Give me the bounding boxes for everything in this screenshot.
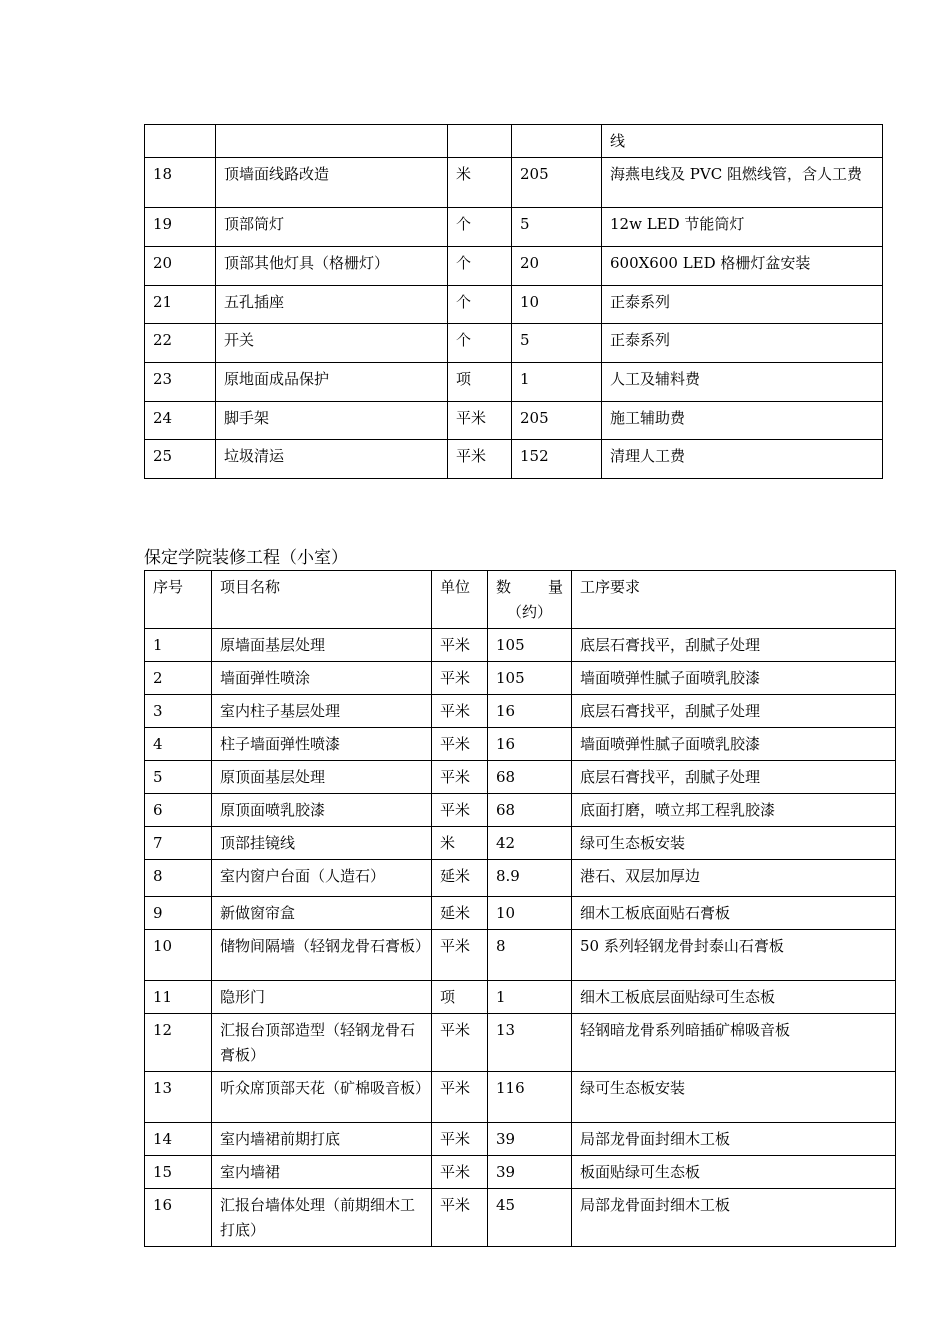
cell-quantity: 42 xyxy=(488,827,572,860)
cell-no: 2 xyxy=(145,662,212,695)
cell-quantity: 152 xyxy=(512,440,602,479)
cell-item-name: 室内墙裙前期打底 xyxy=(212,1123,432,1156)
cell-requirement: 底面打磨，喷立邦工程乳胶漆 xyxy=(572,794,896,827)
cell-quantity: 116 xyxy=(488,1072,572,1123)
cell-item-name: 原地面成品保护 xyxy=(216,363,448,402)
table-row xyxy=(145,827,896,860)
table-row xyxy=(145,440,883,479)
cell-requirement: 底层石膏找平，刮腻子处理 xyxy=(572,629,896,662)
cell-unit: 平米 xyxy=(448,402,512,440)
header-qty-sub: （约） xyxy=(506,603,552,621)
cell-unit: 个 xyxy=(448,324,512,363)
cell-unit: 延米 xyxy=(432,860,488,897)
table-row xyxy=(145,208,883,247)
cell-no: 7 xyxy=(145,827,212,860)
cell-no: 18 xyxy=(145,158,216,208)
cell-unit: 平米 xyxy=(432,695,488,728)
table-row xyxy=(145,286,883,324)
cell-unit: 项 xyxy=(448,363,512,402)
cell-requirement: 轻钢暗龙骨系列暗插矿棉吸音板 xyxy=(572,1014,896,1072)
cell-requirement: 正泰系列 xyxy=(602,324,883,363)
cell-requirement: 50 系列轻钢龙骨封泰山石膏板 xyxy=(572,930,896,981)
cell-no: 13 xyxy=(145,1072,212,1123)
table-row xyxy=(145,324,883,363)
cell-requirement: 细木工板底面贴石膏板 xyxy=(572,897,896,930)
cell-unit: 平米 xyxy=(432,1156,488,1189)
cell-unit: 平米 xyxy=(432,1072,488,1123)
table-row xyxy=(145,1156,896,1189)
cell-no: 25 xyxy=(145,440,216,479)
renovation-table xyxy=(144,570,896,1247)
section-title: 保定学院装修工程（小室） xyxy=(144,548,348,568)
header-no: 序号 xyxy=(145,571,212,629)
cell-no: 23 xyxy=(145,363,216,402)
table-row xyxy=(145,125,883,158)
cell-unit: 平米 xyxy=(432,1014,488,1072)
cell-requirement: 清理人工费 xyxy=(602,440,883,479)
cell-quantity: 5 xyxy=(512,208,602,247)
cell-requirement: 细木工板底层面贴绿可生态板 xyxy=(572,981,896,1014)
cell-unit: 个 xyxy=(448,247,512,286)
cell-requirement: 底层石膏找平，刮腻子处理 xyxy=(572,695,896,728)
cell-item-name: 顶部挂镜线 xyxy=(212,827,432,860)
cell-unit: 平米 xyxy=(432,728,488,761)
cell-no: 5 xyxy=(145,761,212,794)
table-row xyxy=(145,695,896,728)
cell-item-name: 顶部筒灯 xyxy=(216,208,448,247)
cell-item-name: 听众席顶部天花（矿棉吸音板） xyxy=(212,1072,432,1123)
cell-quantity: 8 xyxy=(488,930,572,981)
header-qty xyxy=(488,571,572,629)
cell-no: 16 xyxy=(145,1189,212,1247)
cell-requirement: 板面贴绿可生态板 xyxy=(572,1156,896,1189)
cell-requirement: 局部龙骨面封细木工板 xyxy=(572,1123,896,1156)
cell-no: 20 xyxy=(145,247,216,286)
cell-item-name: 储物间隔墙（轻钢龙骨石膏板） xyxy=(212,930,432,981)
table-row xyxy=(145,981,896,1014)
table-row xyxy=(145,860,896,897)
cell-item-name: 新做窗帘盒 xyxy=(212,897,432,930)
cell-quantity xyxy=(512,125,602,158)
cell-item-name: 五孔插座 xyxy=(216,286,448,324)
cell-unit: 米 xyxy=(432,827,488,860)
cell-requirement: 底层石膏找平，刮腻子处理 xyxy=(572,761,896,794)
continued-table-body xyxy=(145,125,883,479)
cell-item-name: 墙面弹性喷涂 xyxy=(212,662,432,695)
cell-requirement: 线 xyxy=(602,125,883,158)
cell-unit xyxy=(448,125,512,158)
table-row xyxy=(145,761,896,794)
cell-quantity: 16 xyxy=(488,695,572,728)
cell-item-name: 开关 xyxy=(216,324,448,363)
table-row xyxy=(145,1189,896,1247)
cell-quantity: 39 xyxy=(488,1156,572,1189)
cell-requirement: 绿可生态板安装 xyxy=(572,1072,896,1123)
cell-quantity: 45 xyxy=(488,1189,572,1247)
cell-item-name: 汇报台顶部造型（轻钢龙骨石膏板） xyxy=(212,1014,432,1072)
cell-unit: 平米 xyxy=(432,1123,488,1156)
cell-unit: 平米 xyxy=(432,1189,488,1247)
cell-unit: 平米 xyxy=(432,794,488,827)
cell-no: 3 xyxy=(145,695,212,728)
table-row xyxy=(145,402,883,440)
cell-requirement: 施工辅助费 xyxy=(602,402,883,440)
cell-quantity: 205 xyxy=(512,158,602,208)
cell-no: 24 xyxy=(145,402,216,440)
table-row xyxy=(145,1123,896,1156)
cell-no: 21 xyxy=(145,286,216,324)
cell-no: 9 xyxy=(145,897,212,930)
cell-quantity: 5 xyxy=(512,324,602,363)
cell-unit: 项 xyxy=(432,981,488,1014)
table-row xyxy=(145,158,883,208)
cell-item-name: 汇报台墙体处理（前期细木工打底） xyxy=(212,1189,432,1247)
cell-no xyxy=(145,125,216,158)
cell-unit: 平米 xyxy=(448,440,512,479)
cell-unit: 延米 xyxy=(432,897,488,930)
cell-no: 15 xyxy=(145,1156,212,1189)
cell-requirement: 12w LED 节能筒灯 xyxy=(602,208,883,247)
cell-unit: 平米 xyxy=(432,629,488,662)
cell-item-name: 垃圾清运 xyxy=(216,440,448,479)
cell-no: 12 xyxy=(145,1014,212,1072)
cell-item-name xyxy=(216,125,448,158)
table-row xyxy=(145,897,896,930)
cell-quantity: 68 xyxy=(488,761,572,794)
cell-requirement: 绿可生态板安装 xyxy=(572,827,896,860)
cell-requirement: 墙面喷弹性腻子面喷乳胶漆 xyxy=(572,728,896,761)
cell-no: 19 xyxy=(145,208,216,247)
cell-item-name: 顶墙面线路改造 xyxy=(216,158,448,208)
cell-unit: 米 xyxy=(448,158,512,208)
cell-no: 14 xyxy=(145,1123,212,1156)
cell-quantity: 205 xyxy=(512,402,602,440)
cell-no: 1 xyxy=(145,629,212,662)
table-header-row xyxy=(145,571,896,629)
cell-item-name: 顶部其他灯具（格栅灯） xyxy=(216,247,448,286)
cell-quantity: 39 xyxy=(488,1123,572,1156)
cell-item-name: 室内柱子基层处理 xyxy=(212,695,432,728)
cell-quantity: 10 xyxy=(512,286,602,324)
cell-requirement: 正泰系列 xyxy=(602,286,883,324)
header-qty-label: 数 量 xyxy=(496,578,563,596)
cell-item-name: 室内墙裙 xyxy=(212,1156,432,1189)
cell-quantity: 1 xyxy=(488,981,572,1014)
cell-no: 4 xyxy=(145,728,212,761)
cell-quantity: 105 xyxy=(488,629,572,662)
cell-unit: 个 xyxy=(448,208,512,247)
header-unit: 单位 xyxy=(432,571,488,629)
cell-quantity: 8.9 xyxy=(488,860,572,897)
cell-quantity: 68 xyxy=(488,794,572,827)
cell-quantity: 105 xyxy=(488,662,572,695)
cell-requirement: 局部龙骨面封细木工板 xyxy=(572,1189,896,1247)
cell-no: 10 xyxy=(145,930,212,981)
renovation-table-body xyxy=(145,629,896,1247)
cell-quantity: 1 xyxy=(512,363,602,402)
cell-item-name: 隐形门 xyxy=(212,981,432,1014)
header-requirement: 工序要求 xyxy=(572,571,896,629)
cell-unit: 平米 xyxy=(432,930,488,981)
table-row xyxy=(145,728,896,761)
cell-item-name: 脚手架 xyxy=(216,402,448,440)
table-row xyxy=(145,794,896,827)
table-row xyxy=(145,247,883,286)
cell-requirement: 海燕电线及 PVC 阻燃线管，含人工费 xyxy=(602,158,883,208)
table-row xyxy=(145,1014,896,1072)
continued-table xyxy=(144,124,883,479)
cell-no: 8 xyxy=(145,860,212,897)
cell-unit: 平米 xyxy=(432,662,488,695)
cell-quantity: 16 xyxy=(488,728,572,761)
cell-unit: 个 xyxy=(448,286,512,324)
cell-no: 22 xyxy=(145,324,216,363)
cell-item-name: 室内窗户台面（人造石） xyxy=(212,860,432,897)
table-row xyxy=(145,930,896,981)
cell-requirement: 港石、双层加厚边 xyxy=(572,860,896,897)
cell-item-name: 原顶面基层处理 xyxy=(212,761,432,794)
cell-no: 6 xyxy=(145,794,212,827)
cell-quantity: 13 xyxy=(488,1014,572,1072)
cell-requirement: 人工及辅料费 xyxy=(602,363,883,402)
table-row xyxy=(145,363,883,402)
cell-unit: 平米 xyxy=(432,761,488,794)
cell-requirement: 墙面喷弹性腻子面喷乳胶漆 xyxy=(572,662,896,695)
cell-item-name: 原墙面基层处理 xyxy=(212,629,432,662)
cell-item-name: 原顶面喷乳胶漆 xyxy=(212,794,432,827)
table-row xyxy=(145,629,896,662)
cell-no: 11 xyxy=(145,981,212,1014)
cell-item-name: 柱子墙面弹性喷漆 xyxy=(212,728,432,761)
table-row xyxy=(145,662,896,695)
cell-requirement: 600X600 LED 格栅灯盆安装 xyxy=(602,247,883,286)
cell-quantity: 10 xyxy=(488,897,572,930)
cell-quantity: 20 xyxy=(512,247,602,286)
header-name: 项目名称 xyxy=(212,571,432,629)
table-row xyxy=(145,1072,896,1123)
